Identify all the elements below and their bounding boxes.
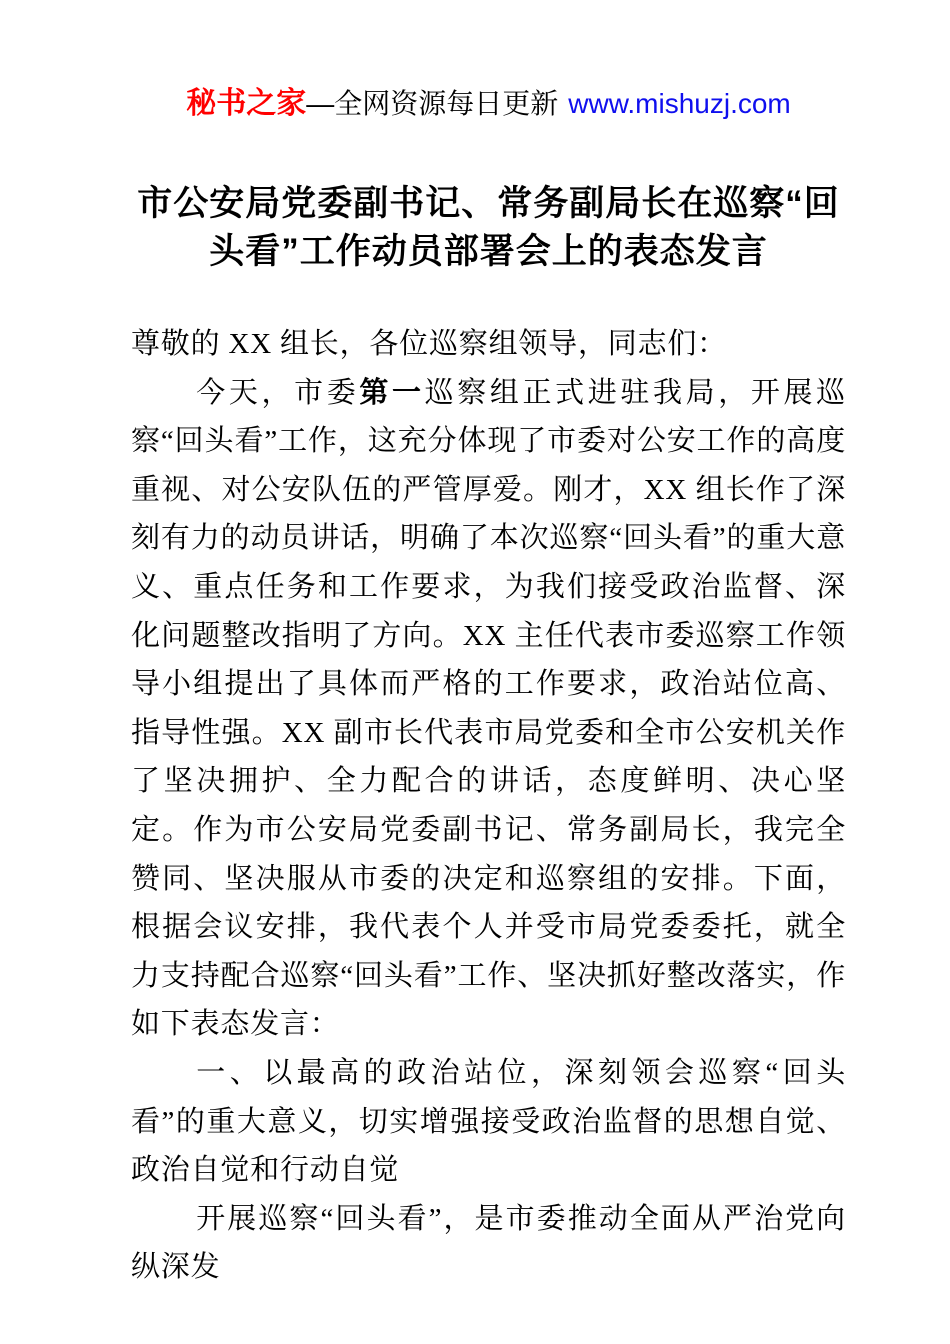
site-header: [131, 86, 846, 122]
site-tagline: 全网资源每日更新: [334, 88, 559, 119]
section-body-paragraph: [131, 1195, 846, 1292]
document-title-line-2: 头看”工作动员部署会上的表态发言: [209, 232, 768, 271]
document-title-line-1: 市公安局党委副书记、常务副局长在巡察“回: [137, 184, 840, 223]
text-segment: 一、以最高的政治站位，深刻领会巡察“回头看”的重大意义，切实增强接受政治监督的思想自觉、政治自觉和行动自觉: [131, 1056, 846, 1187]
emphasis-text: 第一: [359, 376, 425, 409]
text-segment: 开展巡察“回头看”，是市委推动全面从严治党向纵深发: [131, 1202, 846, 1284]
site-brand: 秘书之家: [186, 87, 307, 120]
text-segment: 今天，市委: [196, 376, 360, 409]
header-dash: —: [306, 88, 335, 119]
document-body: [131, 320, 846, 1292]
text-segment: 尊敬的 XX 组长，各位巡察组领导，同志们：: [131, 328, 727, 360]
text-segment: 巡察组正式进驻我局，开展巡察“回头看”工作，这充分体现了市委对公安工作的高度重视、对公安队伍的严管厚爱。刚才，XX 组长作了深刻有力的动员讲话，明确了本次巡察“回头看”的重大意义、重点任务和工作要求，为我们接受政治监督、深化问题整改指明了方向。XX 主任代表市委巡察工作领导小组提出了具体而严格的工作要求，政治站位高、指导性强。XX 副市长代表市局党委和全市公安机关作了坚决拥护、全力配合的讲话，态度鲜明、决心坚定。作为市公安局党委副书记、常务副局长，我完全赞同、坚决服从市委的决定和巡察组的安排。下面，根据会议安排，我代表个人并受市局党委委托，就全力支持配合巡察“回头看”工作、坚决抓好整改落实，作如下表态发言：: [131, 376, 846, 1041]
opening-paragraph: [131, 369, 846, 1049]
salutation: [131, 320, 846, 369]
document-title: [131, 180, 846, 276]
section-heading: [131, 1049, 846, 1195]
site-url-link[interactable]: www.mishuzj.com: [568, 88, 791, 119]
